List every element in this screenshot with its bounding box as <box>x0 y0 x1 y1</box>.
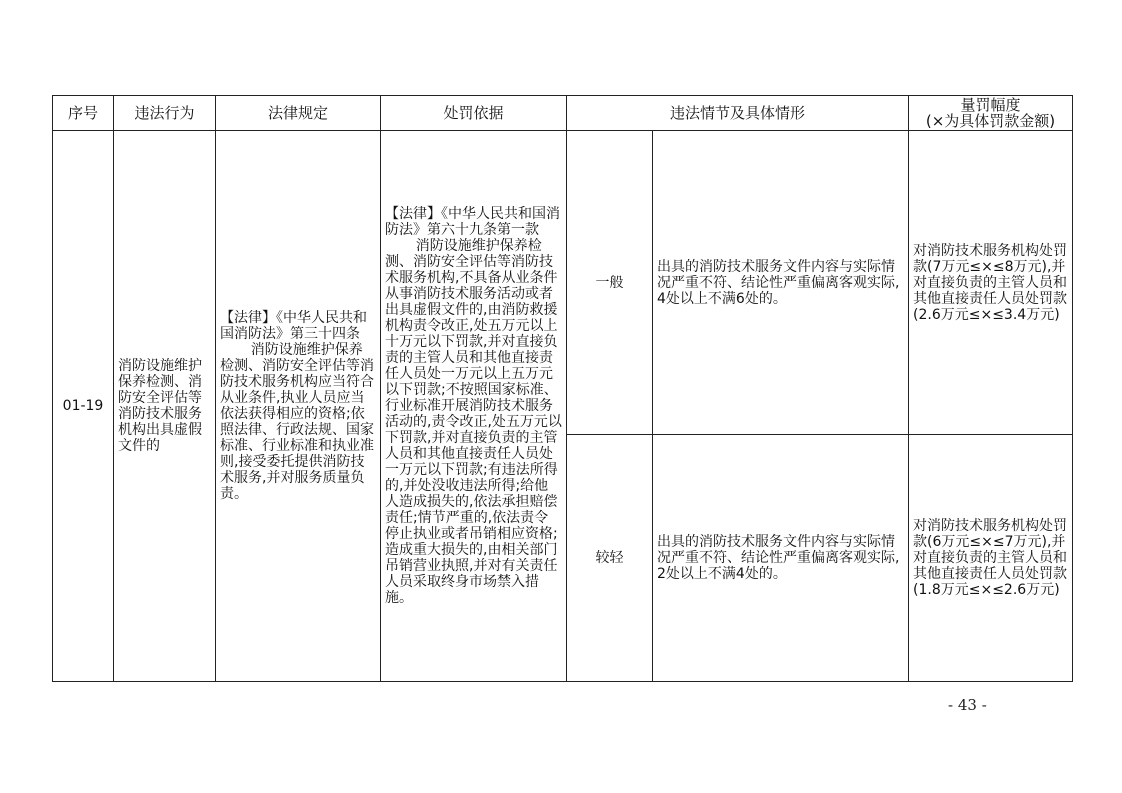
violation-cell: 消防设施维护保养检测、消防安全评估等消防技术服务机构出具虚假文件的 <box>114 131 216 682</box>
header-penalty-basis: 处罚依据 <box>381 96 567 131</box>
table-row <box>53 131 1073 435</box>
page-number: - 43 - <box>948 696 987 714</box>
header-penalty-range <box>909 96 1073 131</box>
level-general: 一般 <box>567 131 653 435</box>
header-penalty-range-line2: (×为具体罚款金额) <box>925 112 1056 130</box>
legal-provision-cell <box>216 131 381 682</box>
penalty-basis-cell <box>381 131 567 682</box>
seq-cell: 01-19 <box>53 131 114 682</box>
penalty-basis-law: 【法律】《中华人民共和国消防法》第六十九条第一款 <box>385 206 560 238</box>
legal-provision-law: 【法律】《中华人民共和国消防法》第三十四条 <box>220 310 367 342</box>
header-violation: 违法行为 <box>114 96 216 131</box>
circumstance-minor: 出具的消防技术服务文件内容与实际情况严重不符、结论性严重偏离客观实际,2处以上不满4处的。 <box>653 435 909 682</box>
header-circumstances: 违法情节及具体情形 <box>567 96 909 131</box>
header-legal-provision: 法律规定 <box>216 96 381 131</box>
range-minor: 对消防技术服务机构处罚款(6万元≤×≤7万元),并对直接负责的主管人员和其他直接责任人员处罚款(1.8万元≤×≤2.6万元) <box>909 435 1073 682</box>
circumstance-general: 出具的消防技术服务文件内容与实际情况严重不符、结论性严重偏离客观实际,4处以上不满6处的。 <box>653 131 909 435</box>
header-penalty-range-line1: 量罚幅度 <box>960 96 1021 114</box>
range-general: 对消防技术服务机构处罚款(7万元≤×≤8万元),并对直接负责的主管人员和其他直接责任人员处罚款(2.6万元≤×≤3.4万元) <box>909 131 1073 435</box>
legal-provision-text: 消防设施维护保养检测、消防安全评估等消防技术服务机构应当符合从业条件,执业人员应当依法获得相应的资格;依照法律、行政法规、国家标准、行业标准和执业准则,接受委托提供消防技术服务,并对服务质量负责。 <box>220 342 374 502</box>
level-minor: 较轻 <box>567 435 653 682</box>
penalty-basis-text: 消防设施维护保养检测、消防安全评估等消防技术服务机构,不具备从业条件从事消防技术服务活动或者出具虚假文件的,由消防救援机构责令改正,处五万元以上十万元以下罚款,并对直接负责的主管人员和其他直接责任人员处一万元以上五万元以下罚款;不按照国家标准、行业标准开展消防技术服务活动的,责令改正,处五万元以下罚款,并对直接负责的主管人员和其他直接责任人员处一万元以下罚款;有违法所得的,并处没收违法所得;给他人造成损失的,依法承担赔偿责任;情节严重的,依法责令停止执业或者吊销相应资格;造成重大损失的,由相关部门吊销营业执照,并对有关责任人员采取终身市场禁入措施。 <box>385 238 562 606</box>
table-header-row <box>53 96 1073 131</box>
penalty-standards-table <box>52 95 1073 682</box>
header-seq: 序号 <box>53 96 114 131</box>
